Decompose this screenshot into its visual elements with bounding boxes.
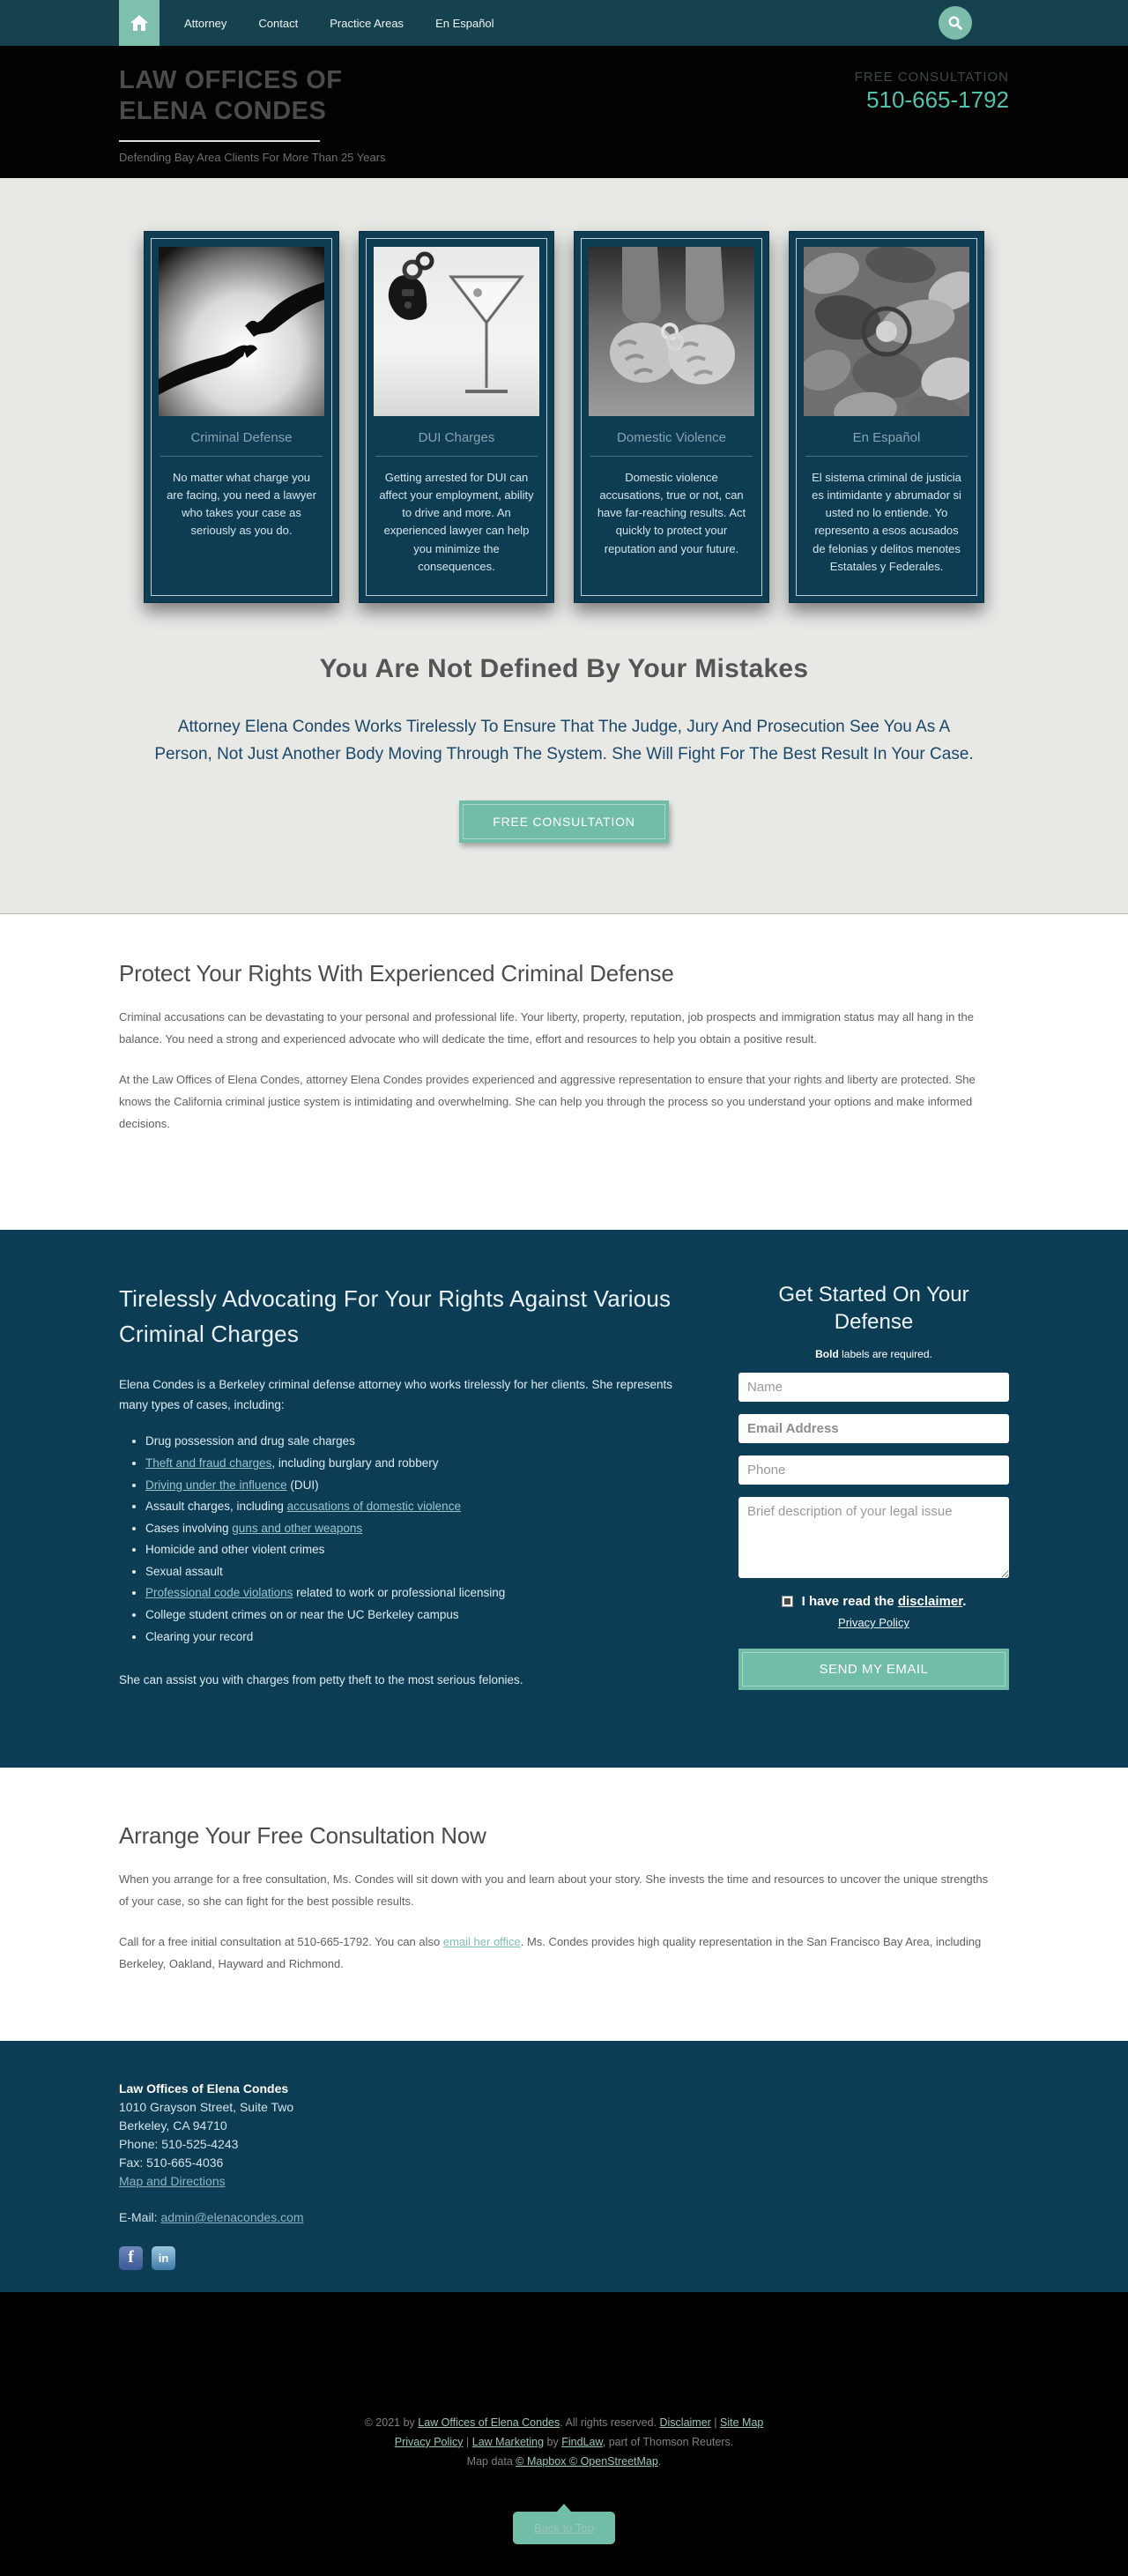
charge-list-item (145, 1431, 690, 1453)
charge-list-item (145, 1582, 690, 1604)
footer-email-label: E-Mail: (119, 2210, 161, 2224)
card-divider (590, 456, 753, 457)
card-divider (375, 456, 538, 457)
protect-heading: Protect Your Rights With Experienced Criminal Defense (119, 960, 674, 986)
copyright-sep1: | (710, 2416, 721, 2429)
hero-band (0, 178, 1128, 914)
card-text: No matter what charge you are facing, you need a lawyer who takes your case as seriously as you do. (167, 471, 316, 538)
disclaimer-footer-link[interactable]: Disclaimer (659, 2416, 711, 2429)
nav-item-contact[interactable]: Contact (258, 16, 299, 30)
card-dui-charges[interactable] (359, 231, 554, 603)
charge-link[interactable]: Driving under the influence (145, 1478, 287, 1492)
title-underline (119, 140, 320, 142)
form-title (738, 1281, 1009, 1336)
site-map-link[interactable]: Site Map (720, 2416, 764, 2429)
protect-paragraph-1: Criminal accusations can be devastating to your personal and professional life. Your liberty, property, reputation, job prospects and immigration status may all hang in the balance. You need a strong and experienced advocate who will dedicate the time, effort and resources to help you obtain a positive result. (119, 1010, 974, 1046)
advocating-section (0, 1230, 1128, 1768)
disclaimer-label (802, 1594, 967, 1609)
back-to-top-button[interactable]: Back to Top (513, 2512, 615, 2544)
send-email-button[interactable]: SEND MY EMAIL (738, 1649, 1009, 1690)
email-field[interactable] (738, 1414, 1009, 1443)
free-consultation-label: FREE CONSULTATION (854, 70, 1009, 85)
site-title-line1: LAW OFFICES OF (119, 66, 343, 94)
card-text: Getting arrested for DUI can affect your employment, ability to drive and more. An experienced lawyer can help you minimize the consequences. (379, 471, 534, 573)
header-cta (855, 65, 1009, 164)
advocating-column (119, 1281, 690, 1691)
charge-text: related to work or professional licensing (293, 1586, 506, 1600)
footer-address-line1: 1010 Grayson Street, Suite Two (119, 2100, 294, 2114)
required-note (738, 1348, 1009, 1360)
handcuffed-hands-photo (589, 247, 754, 416)
nav-item-attorney[interactable]: Attorney (184, 16, 227, 30)
charge-link[interactable]: accusations of domestic violence (286, 1500, 461, 1514)
charge-text: , including burglary and robbery (271, 1456, 439, 1470)
footer-fax: Fax: 510-665-4036 (119, 2155, 224, 2170)
disclaimer-link[interactable]: disclaimer (897, 1594, 963, 1610)
site-header (0, 46, 1128, 178)
protect-rights-section (0, 914, 1128, 1230)
card-title: En Español (852, 430, 921, 445)
firm-link[interactable]: Law Offices of Elena Condes (418, 2416, 560, 2429)
facebook-icon[interactable]: f (119, 2246, 143, 2270)
copyright-sep2: | (463, 2435, 472, 2448)
site-tagline: Defending Bay Area Clients For More Than 25 Years (119, 150, 386, 164)
search-button[interactable] (939, 6, 972, 40)
charge-text: College student crimes on or near the UC Berkeley campus (145, 1607, 459, 1621)
site-title-line2: ELENA CONDES (119, 97, 327, 126)
message-field[interactable] (738, 1497, 1009, 1578)
email-her-office-link[interactable]: email her office (442, 1935, 521, 1949)
card-text: Domestic violence accusations, true or not, can have far-reaching results. Act quickly to protect your reputation and your future. (597, 471, 746, 555)
site-footer (0, 2041, 1128, 2292)
card-en-espanol[interactable] (789, 231, 984, 603)
legal-section (0, 2292, 1128, 2576)
back-to-top-wrap (0, 2504, 1128, 2544)
footer-email-line (119, 2208, 1009, 2227)
nav-links (184, 17, 526, 30)
form-title-line2: Defense (834, 1310, 914, 1335)
card-title: Criminal Defense (190, 430, 293, 445)
charge-list-item (145, 1539, 690, 1561)
search-icon (947, 15, 963, 31)
advocating-intro: Elena Condes is a Berkeley criminal defense attorney who works tirelessly for her clients. She represents many types of cases, including: (119, 1377, 673, 1411)
nav-item-en-espanol[interactable]: En Español (435, 16, 494, 30)
required-note-rest: labels are required. (838, 1348, 932, 1361)
charge-link[interactable]: Theft and fraud charges (145, 1456, 272, 1470)
disclaimer-row (738, 1594, 1009, 1609)
charge-text: Drug possession and drug sale charges (145, 1434, 355, 1448)
hero-subheadline: Attorney Elena Condes Works Tirelessly To Ensure That The Judge, Jury And Prosecution See You As A Person, Not Just Another Body Moving Through The System. She Will Fight For The Best Result In Your Case. (154, 718, 974, 763)
charge-text: Homicide and other violent crimes (145, 1543, 325, 1557)
required-note-bold: Bold (815, 1348, 839, 1361)
card-divider (805, 456, 968, 457)
copyright-line-2 (0, 2433, 1128, 2453)
nav-item-practice-areas[interactable]: Practice Areas (330, 16, 404, 30)
charge-list-item (145, 1475, 690, 1497)
copyright-by: by (544, 2435, 562, 2448)
findlaw-link[interactable]: FindLaw (561, 2435, 603, 2448)
charge-list-item (145, 1453, 690, 1475)
charge-list-item (145, 1518, 690, 1540)
arrange-paragraph-2 (119, 1932, 1000, 1975)
mapdata-pre: Map data (466, 2454, 516, 2468)
footer-phone: Phone: 510-525-4243 (119, 2137, 239, 2151)
site-title (119, 65, 386, 128)
arrow-up-icon (557, 2504, 571, 2512)
advocating-closing: She can assist you with charges from petty theft to the most serious felonies. (119, 1673, 523, 1687)
mapbox-osm-link[interactable]: © Mapbox © OpenStreetMap (516, 2454, 658, 2468)
disclaimer-text-post: . (962, 1594, 967, 1610)
brand-block (119, 65, 386, 164)
linkedin-icon[interactable]: in (152, 2246, 175, 2270)
charge-list-item (145, 1627, 690, 1649)
charge-list-item (145, 1604, 690, 1627)
card-divider (160, 456, 323, 457)
card-title: DUI Charges (418, 430, 495, 445)
home-button[interactable] (119, 0, 160, 46)
hands-reaching-photo (159, 247, 324, 416)
charges-list (145, 1431, 690, 1648)
home-icon (130, 15, 148, 31)
law-marketing-link[interactable]: Law Marketing (471, 2435, 545, 2448)
disclaimer-text-pre: I have read the (801, 1594, 898, 1610)
charge-text: Sexual assault (145, 1564, 223, 1578)
privacy-policy-link[interactable]: Privacy Policy (838, 1616, 909, 1630)
arrange-heading: Arrange Your Free Consultation Now (119, 1822, 486, 1849)
form-title-line1: Get Started On Your (778, 1283, 969, 1307)
charge-text: (DUI) (286, 1478, 319, 1492)
copyright-mid: . All rights reserved. (560, 2416, 660, 2429)
copyright-line-3 (0, 2453, 1128, 2472)
charge-text: Clearing your record (145, 1629, 254, 1643)
charge-text: Assault charges, including (145, 1500, 287, 1514)
arrange-p2-post: . Ms. Condes provides high quality representation in the San Francisco Bay Area, including Berkeley, Oakland, Hayward and Richmond. (119, 1935, 982, 1971)
header-phone-number[interactable]: 510-665-1792 (866, 86, 1009, 113)
charge-text: Cases involving (145, 1521, 233, 1535)
advocating-heading: Tirelessly Advocating For Your Rights Against Various Criminal Charges (119, 1285, 672, 1348)
car-keys-martini-photo (374, 247, 539, 416)
card-criminal-defense[interactable] (144, 231, 339, 603)
practice-cards (0, 178, 1128, 603)
charge-list-item (145, 1496, 690, 1518)
copyright-line-1 (0, 2414, 1128, 2433)
contact-form (738, 1281, 1009, 1691)
disclaimer-checkbox[interactable] (782, 1596, 793, 1607)
copyright-post: , part of Thomson Reuters. (602, 2435, 734, 2448)
social-links (119, 2246, 1009, 2270)
mapdata-post: . (657, 2454, 662, 2468)
name-field[interactable] (738, 1373, 1009, 1402)
footer-address-block (119, 2080, 1009, 2270)
footer-email-link[interactable]: admin@elenacondes.com (160, 2210, 304, 2224)
arrange-consultation-section (0, 1768, 1128, 2041)
charge-link[interactable]: Professional code violations (145, 1586, 293, 1600)
card-text: El sistema criminal de justicia es intimidante y abrumador si usted no lo entiende. Yo represento a esos acusados de felonias y delitos menotes Estatales y Federales. (812, 471, 961, 573)
phone-field[interactable] (738, 1456, 1009, 1485)
arrange-p2-pre: Call for a free initial consultation at 510-665-1792. You can also (119, 1935, 443, 1949)
card-title: Domestic Violence (617, 430, 726, 445)
arrange-paragraph-1: When you arrange for a free consultation, Ms. Condes will sit down with you and learn about your story. She invests the time and resources to uncover the unique strengths of your case, so she can fight for the best possible results. (119, 1872, 989, 1908)
stone-carving-photo (804, 247, 969, 416)
footer-firm-name: Law Offices of Elena Condes (119, 2081, 289, 2096)
privacy-policy-footer-link[interactable]: Privacy Policy (394, 2435, 464, 2448)
copyright-pre: © 2021 by (364, 2416, 419, 2429)
map-directions-link[interactable]: Map and Directions (119, 2174, 226, 2188)
card-domestic-violence[interactable] (574, 231, 769, 603)
protect-paragraph-2: At the Law Offices of Elena Condes, attorney Elena Condes provides experienced and aggressive representation to ensure that your rights and liberty are protected. She knows the California criminal justice system is intimidating and overwhelming. She can help you through the process so you understand your options and make informed decisions. (119, 1073, 976, 1130)
footer-address-line2: Berkeley, CA 94710 (119, 2118, 227, 2133)
hero-headline: You Are Not Defined By Your Mistakes (319, 654, 809, 683)
top-navigation (0, 0, 1128, 46)
charge-list-item (145, 1561, 690, 1583)
charge-link[interactable]: guns and other weapons (232, 1521, 363, 1535)
free-consultation-button[interactable]: FREE CONSULTATION (459, 800, 668, 843)
